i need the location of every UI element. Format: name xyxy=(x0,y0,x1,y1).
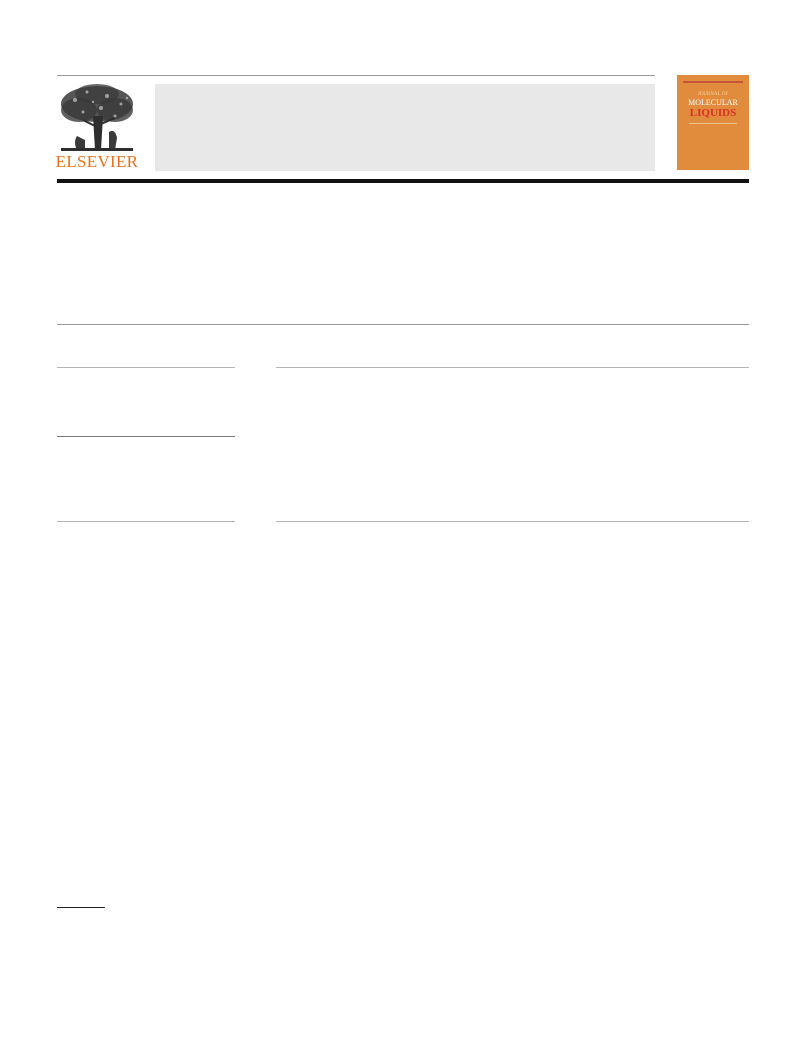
cover-underline xyxy=(689,123,737,124)
journal-cover-thumbnail xyxy=(677,75,749,170)
cover-title-line3: LIQUIDS xyxy=(689,107,737,119)
top-rule xyxy=(57,75,655,76)
abstract-top-rule xyxy=(276,367,749,368)
title-block-rule xyxy=(57,324,749,325)
cover-title-line2: MOLECULAR xyxy=(688,98,738,107)
footnote-separator xyxy=(57,907,105,908)
journal-masthead-box xyxy=(155,84,655,171)
abstract-bottom-rule xyxy=(276,521,749,522)
article-info-bottom-rule xyxy=(57,521,235,522)
article-info-top-rule xyxy=(57,367,235,368)
cover-top-bar xyxy=(683,81,743,83)
elsevier-wordmark: ELSEVIER xyxy=(55,152,139,171)
cover-title-line1: JOURNAL OF xyxy=(697,92,729,97)
header-thick-rule xyxy=(57,179,749,183)
article-info-middle-rule xyxy=(57,436,235,437)
